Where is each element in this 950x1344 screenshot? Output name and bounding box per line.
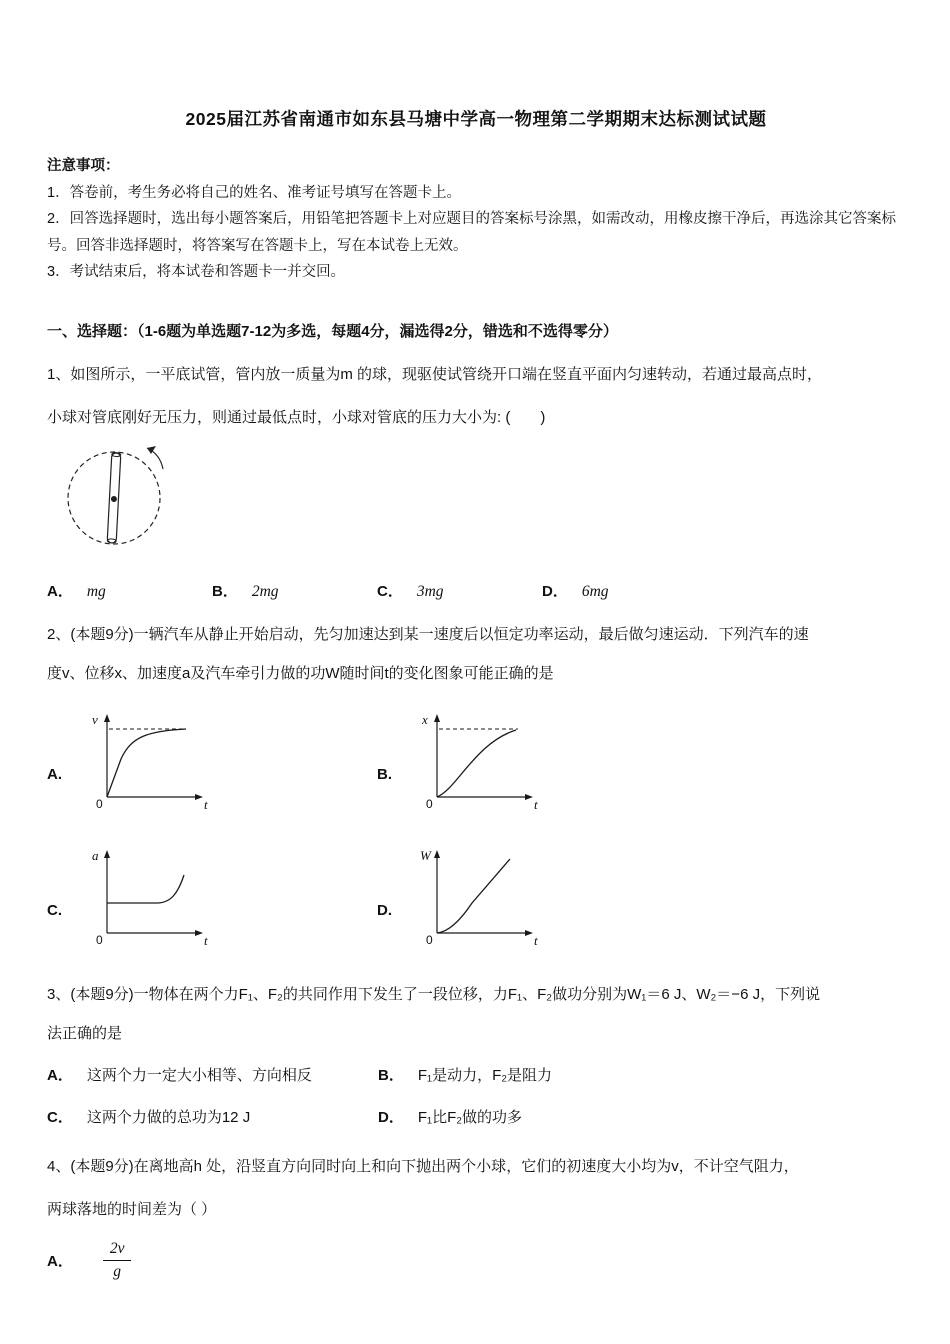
q3-option-c	[47, 1106, 378, 1127]
page-title: 2025届江苏省南通市如东县马塘中学高一物理第二学期期末达标测试试题	[185, 109, 767, 129]
q3-option-c-text: 这两个力做的总功为12 J	[86, 1108, 251, 1126]
q1-option-a-label: A．	[47, 582, 73, 600]
origin-label: 0	[96, 932, 103, 947]
notice-section	[47, 153, 905, 286]
q3-option-d-label: D．	[378, 1108, 404, 1126]
question-1-line-1: 1、如图所示，一平底试管，管内放一质量为m 的球，现驱使试管绕开口端在竖直平面内匀速转动，若通过最高点时，	[47, 365, 823, 383]
q3-option-b	[378, 1064, 552, 1085]
q1-option-d-text: 6mg	[581, 582, 609, 600]
question-3	[47, 983, 905, 1127]
y-axis-label: a	[92, 847, 99, 863]
q2-option-c-label: C.	[47, 901, 62, 919]
question-3-line-1: 3、(本题9分)一物体在两个力F₁、F₂的共同作用下发生了一段位移，力F₁、F₂做功分别为W₁＝6 J、W₂＝−6 J，下列说	[47, 985, 821, 1003]
question-1-line-2: 小球对管底刚好无压力，则通过最低点时，小球对管底的压力大小为: ( )	[47, 408, 546, 426]
q1-option-c-text: 3mg	[416, 582, 444, 600]
q1-option-d	[542, 580, 707, 601]
section-heading: 一、选择题：（1-6题为单选题7-12为多选，每题4分，漏选得2分，错选和不选得零分）	[47, 322, 618, 340]
q3-option-b-text: F₁是动力，F₂是阻力	[417, 1066, 553, 1084]
origin-label: 0	[426, 796, 433, 811]
q2-option-d-label: D.	[377, 901, 392, 919]
q1-option-a-text: mg	[86, 582, 106, 600]
q2-option-a-label: A.	[47, 765, 62, 783]
q2-graph-row-2	[47, 845, 905, 947]
q4-option-a-label: A．	[47, 1253, 73, 1271]
q1-option-d-label: D．	[542, 582, 568, 600]
q3-option-b-label: B．	[378, 1066, 404, 1084]
rotating-test-tube-diagram	[57, 437, 179, 551]
q4-option-a	[47, 1239, 905, 1284]
q3-options-row-2	[47, 1106, 905, 1127]
notice-item-3: 3．考试结束后，将本试卷和答题卡一并交回。	[47, 264, 346, 280]
q3-option-d	[378, 1106, 522, 1127]
test-tube	[107, 452, 121, 543]
q3-option-d-text: F₁比F₂做的功多	[417, 1108, 523, 1126]
q2-graph-v-t	[85, 709, 217, 811]
fraction-numerator: 2v	[103, 1239, 132, 1262]
q3-option-a	[47, 1064, 378, 1085]
q2-graph-W-t	[415, 845, 547, 947]
notice-heading: 注意事项：	[47, 158, 120, 174]
notice-item-1: 1．答卷前，考生务必将自己的姓名、准考证号填写在答题卡上。	[47, 184, 462, 201]
x-axis-label: t	[204, 932, 208, 947]
question-4-line-1: 4、(本题9分)在离地高h 处，沿竖直方向同时向上和向下抛出两个小球，它们的初速度大小均为v，不计空气阻力，	[47, 1157, 799, 1175]
q1-figure-rotating-tube	[57, 437, 905, 556]
question-3-line-2: 法正确的是	[47, 1024, 123, 1042]
x-axis-label: t	[204, 796, 208, 811]
q1-option-a	[47, 580, 212, 601]
q1-option-c	[377, 580, 542, 601]
q1-option-b	[212, 580, 377, 601]
q3-options-row-1	[47, 1064, 905, 1085]
question-3-options	[47, 1064, 905, 1127]
q1-option-b-text: 2mg	[251, 582, 279, 600]
question-4	[47, 1155, 905, 1284]
q2-graph-row-1	[47, 709, 905, 811]
origin-label: 0	[426, 932, 433, 947]
fraction-denominator: g	[113, 1263, 122, 1281]
y-axis-label: x	[422, 711, 428, 727]
q3-option-a-label: A．	[47, 1066, 73, 1084]
question-1-options	[47, 580, 905, 601]
q2-option-b-label: B.	[377, 765, 392, 783]
origin-label: 0	[96, 796, 103, 811]
x-axis-label: t	[534, 796, 538, 811]
question-2	[47, 623, 905, 947]
q2-graph-a-t	[85, 845, 217, 947]
q3-option-c-label: C．	[47, 1108, 73, 1126]
question-4-line-2: 两球落地的时间差为（ ）	[47, 1200, 217, 1218]
q1-option-b-label: B．	[212, 582, 238, 600]
notice-item-2: 2．回答选择题时，选出每小题答案后，用铅笔把答题卡上对应题目的答案标号涂黑，如需改动，用橡皮擦干净后，再选涂其它答案标号。回答非选择题时，将答案写在答题卡上，写在本试卷上无效。	[47, 211, 897, 254]
q2-graph-x-t	[415, 709, 547, 811]
q1-option-c-label: C．	[377, 582, 403, 600]
question-2-line-1: 2、(本题9分)一辆汽车从静止开始启动，先匀加速达到某一速度后以恒定功率运动，最后做匀速运动．下列汽车的速	[47, 625, 809, 643]
y-axis-label: v	[92, 711, 98, 727]
q3-option-a-text: 这两个力一定大小相等、方向相反	[86, 1066, 312, 1084]
question-1	[47, 363, 905, 601]
y-axis-label: W	[420, 847, 431, 863]
x-axis-label: t	[534, 932, 538, 947]
q4-option-a-fraction	[103, 1239, 132, 1284]
question-2-line-2: 度v、位移x、加速度a及汽车牵引力做的功W随时间t的变化图象可能正确的是	[47, 664, 554, 682]
